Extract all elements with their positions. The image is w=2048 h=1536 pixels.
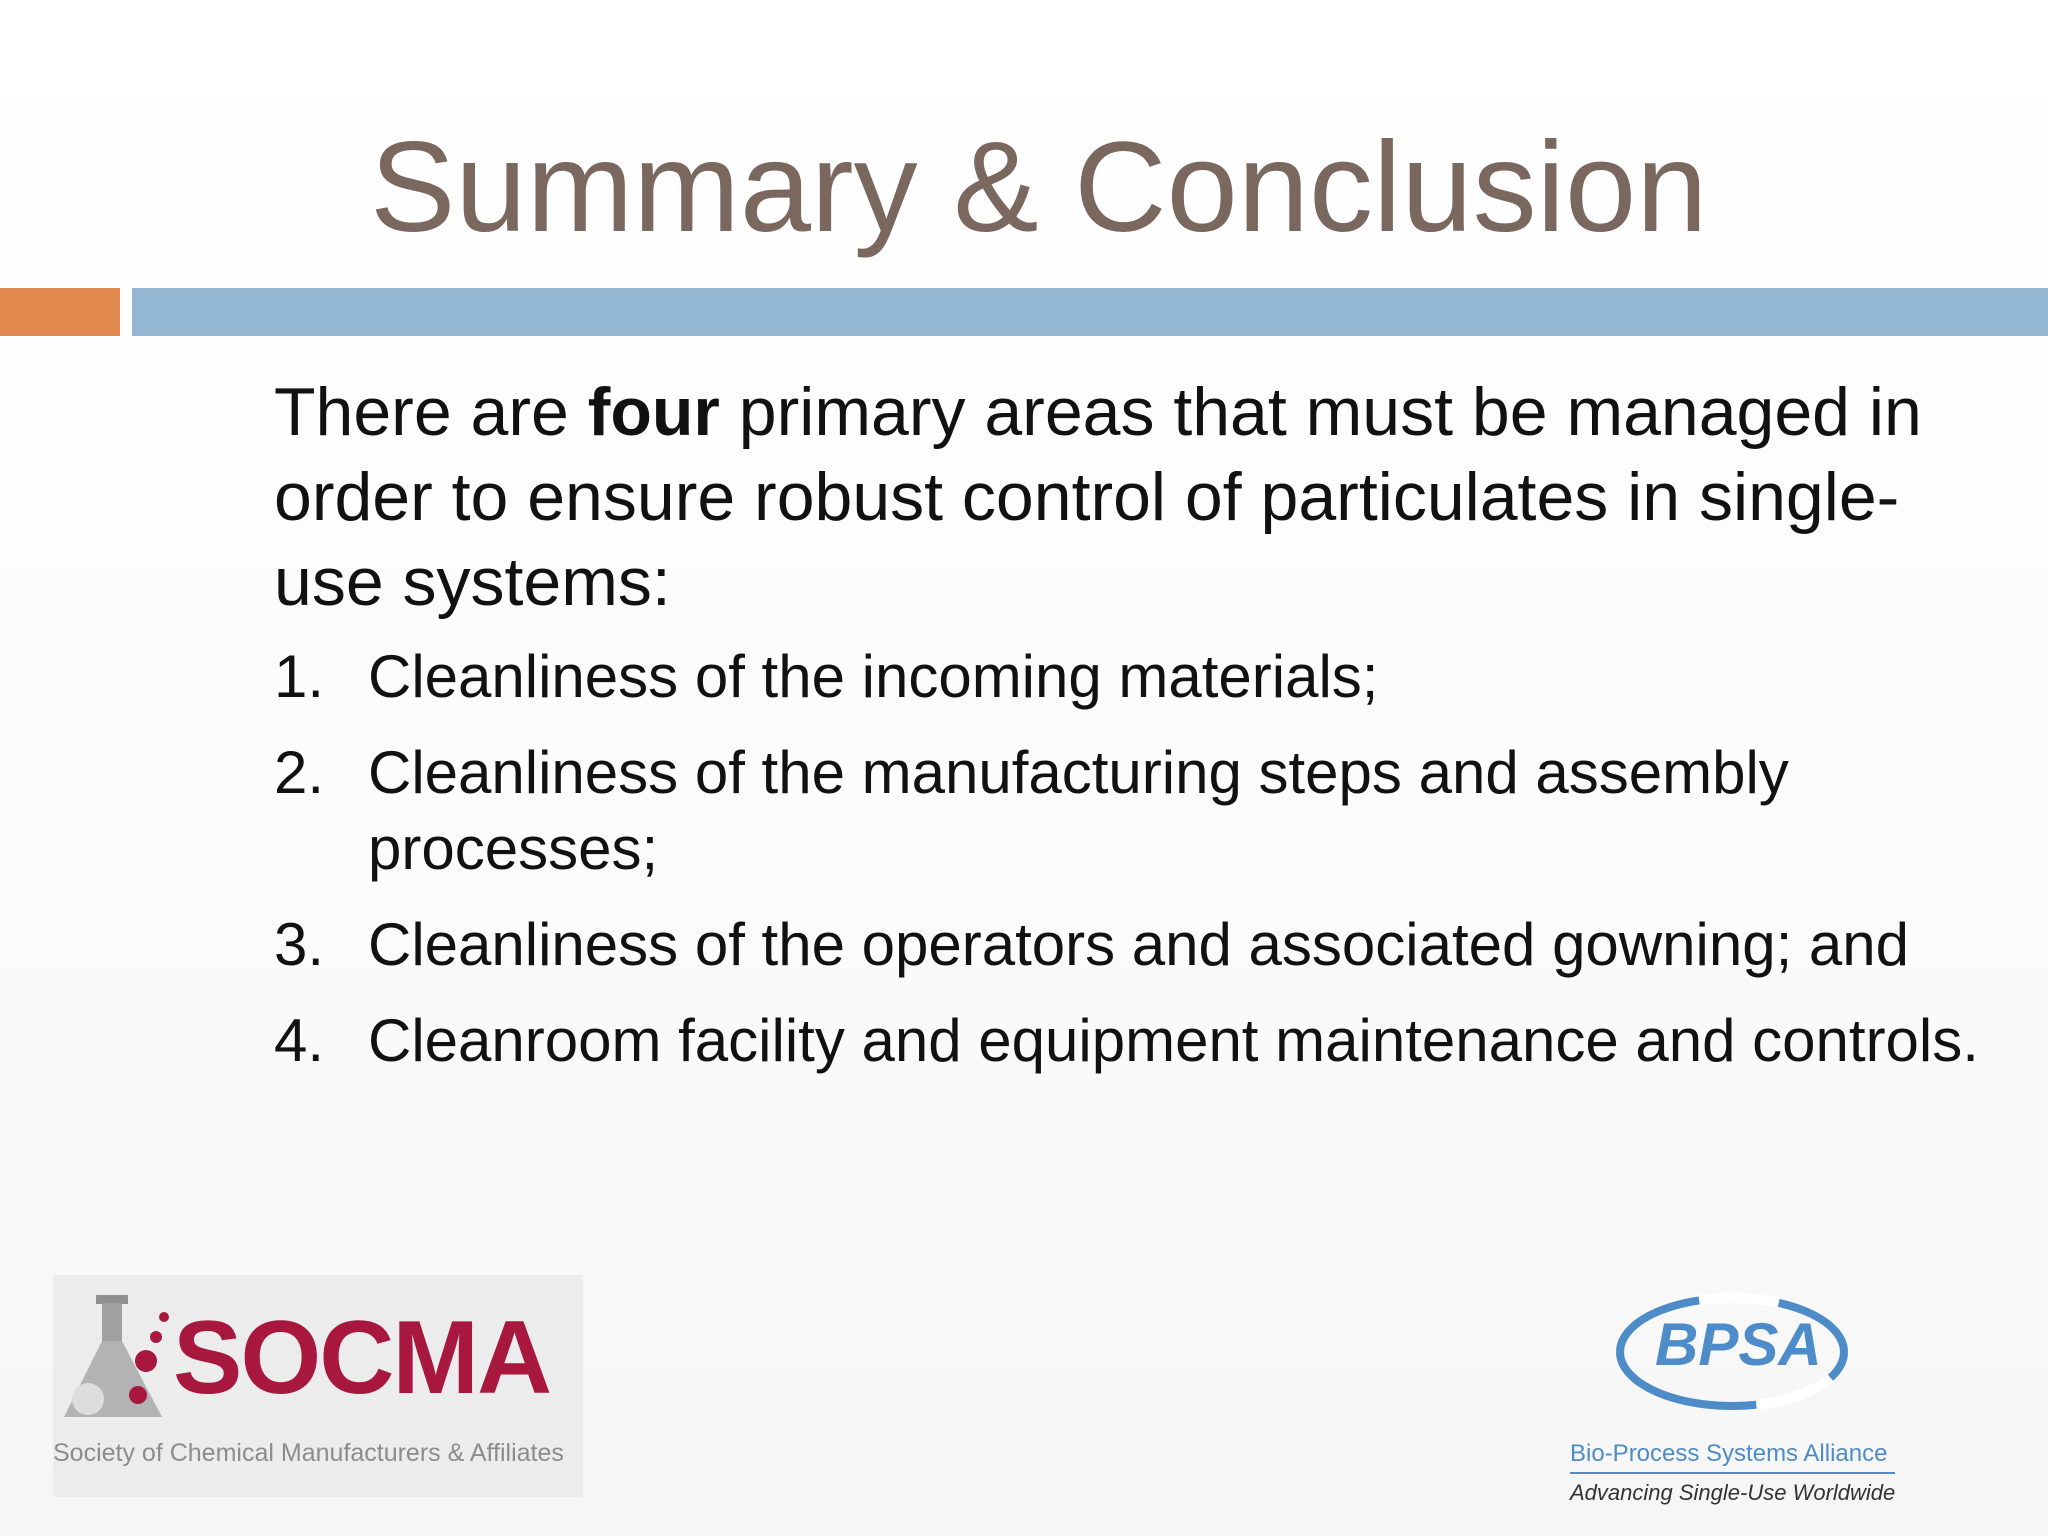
list-item <box>274 639 1994 715</box>
list-item-number: 4. <box>274 1007 325 1074</box>
list-item-text: Cleanliness of the incoming materials; <box>368 643 1379 710</box>
list-item-number: 3. <box>274 911 325 978</box>
intro-paragraph <box>274 370 1994 625</box>
socma-wordmark: SOCMA <box>173 1300 551 1416</box>
bpsa-full-name: Bio-Process Systems Alliance <box>1570 1440 1888 1467</box>
socma-tagline: Society of Chemical Manufacturers & Affiliates <box>53 1439 564 1467</box>
bpsa-tagline: Advancing Single-Use Worldwide <box>1570 1480 1896 1505</box>
list-item <box>274 735 1994 887</box>
list-item <box>274 907 1994 983</box>
accent-bar-blue <box>132 288 2048 336</box>
list-item-number: 2. <box>274 739 325 806</box>
intro-text-after: primary areas that must be managed in order to ensure robust control of particulates in single-use systems: <box>274 374 1922 620</box>
list-item-number: 1. <box>274 643 325 710</box>
list-item-text: Cleanroom facility and equipment maintenance and controls. <box>368 1007 1979 1074</box>
list-item-text: Cleanliness of the operators and associated gowning; and <box>368 911 1910 978</box>
slide-title: Summary & Conclusion <box>370 116 1708 259</box>
intro-emphasis: four <box>587 374 720 450</box>
intro-text-before: There are <box>274 374 588 450</box>
accent-bar-orange <box>0 288 120 336</box>
list-item-text: Cleanliness of the manufacturing steps and assembly processes; <box>368 739 1789 882</box>
flask-icon <box>58 1295 178 1425</box>
list-item <box>274 1003 1994 1079</box>
socma-logo <box>53 1275 583 1497</box>
slide-content <box>274 370 1994 1099</box>
bpsa-logo <box>1560 1290 1900 1520</box>
bpsa-divider <box>1570 1472 1895 1474</box>
areas-list <box>274 639 1994 1079</box>
bpsa-wordmark: BPSA <box>1655 1311 1822 1378</box>
